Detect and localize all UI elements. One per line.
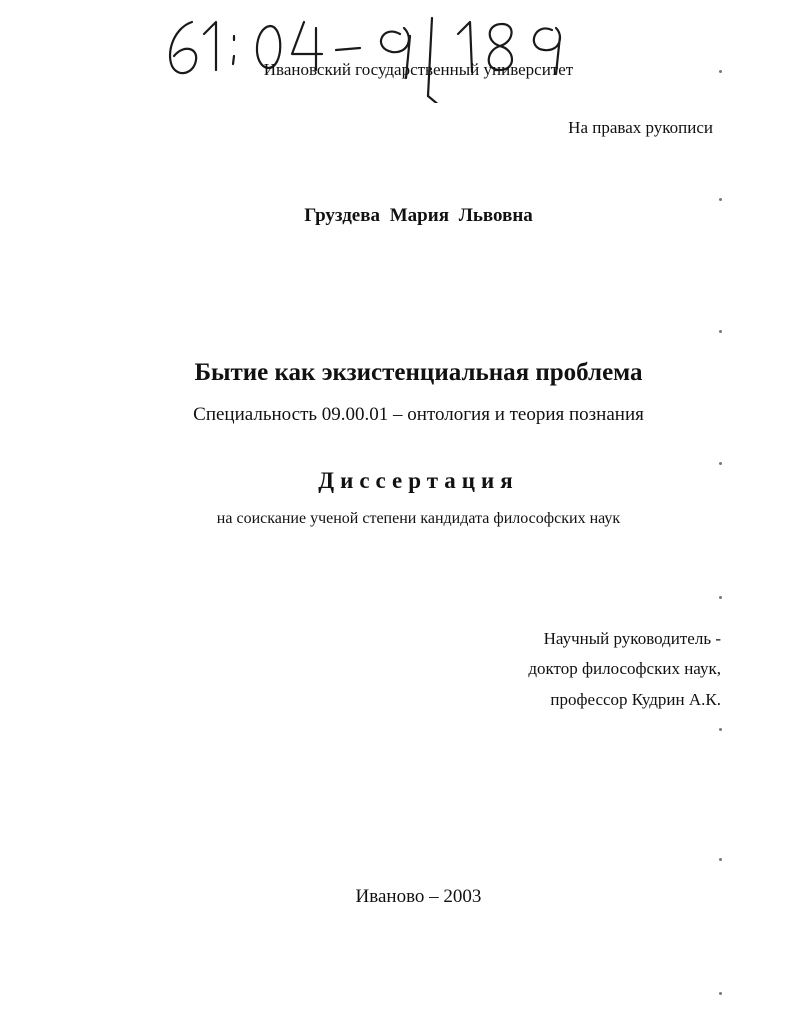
scan-speck	[719, 330, 722, 333]
scan-speck	[719, 728, 722, 731]
scan-speck	[719, 992, 722, 995]
scan-speck	[719, 858, 722, 861]
dissertation-title: Бытие как экзистенциальная проблема	[194, 359, 643, 386]
supervisor-label: Научный руководитель -	[543, 629, 721, 648]
supervisor-name: профессор Кудрин А.К.	[550, 690, 721, 709]
author-name: Груздева Мария Львовна	[304, 205, 533, 226]
handwritten-archive-number	[160, 8, 580, 103]
scan-speck	[719, 596, 722, 599]
scan-speck	[719, 70, 722, 73]
document-type: Диссертация	[318, 468, 519, 493]
specialty-line: Специальность 09.00.01 – онтология и теория познания	[193, 404, 644, 425]
scan-speck	[719, 462, 722, 465]
city-year: Иваново – 2003	[355, 886, 482, 907]
university-name: Ивановский государственный университет	[263, 60, 574, 79]
manuscript-rights-note: На правах рукописи	[568, 118, 713, 137]
degree-line: на соискание ученой степени кандидата философских наук	[216, 510, 621, 527]
supervisor-degree: доктор философских наук,	[528, 659, 721, 678]
scan-speck	[719, 198, 722, 201]
